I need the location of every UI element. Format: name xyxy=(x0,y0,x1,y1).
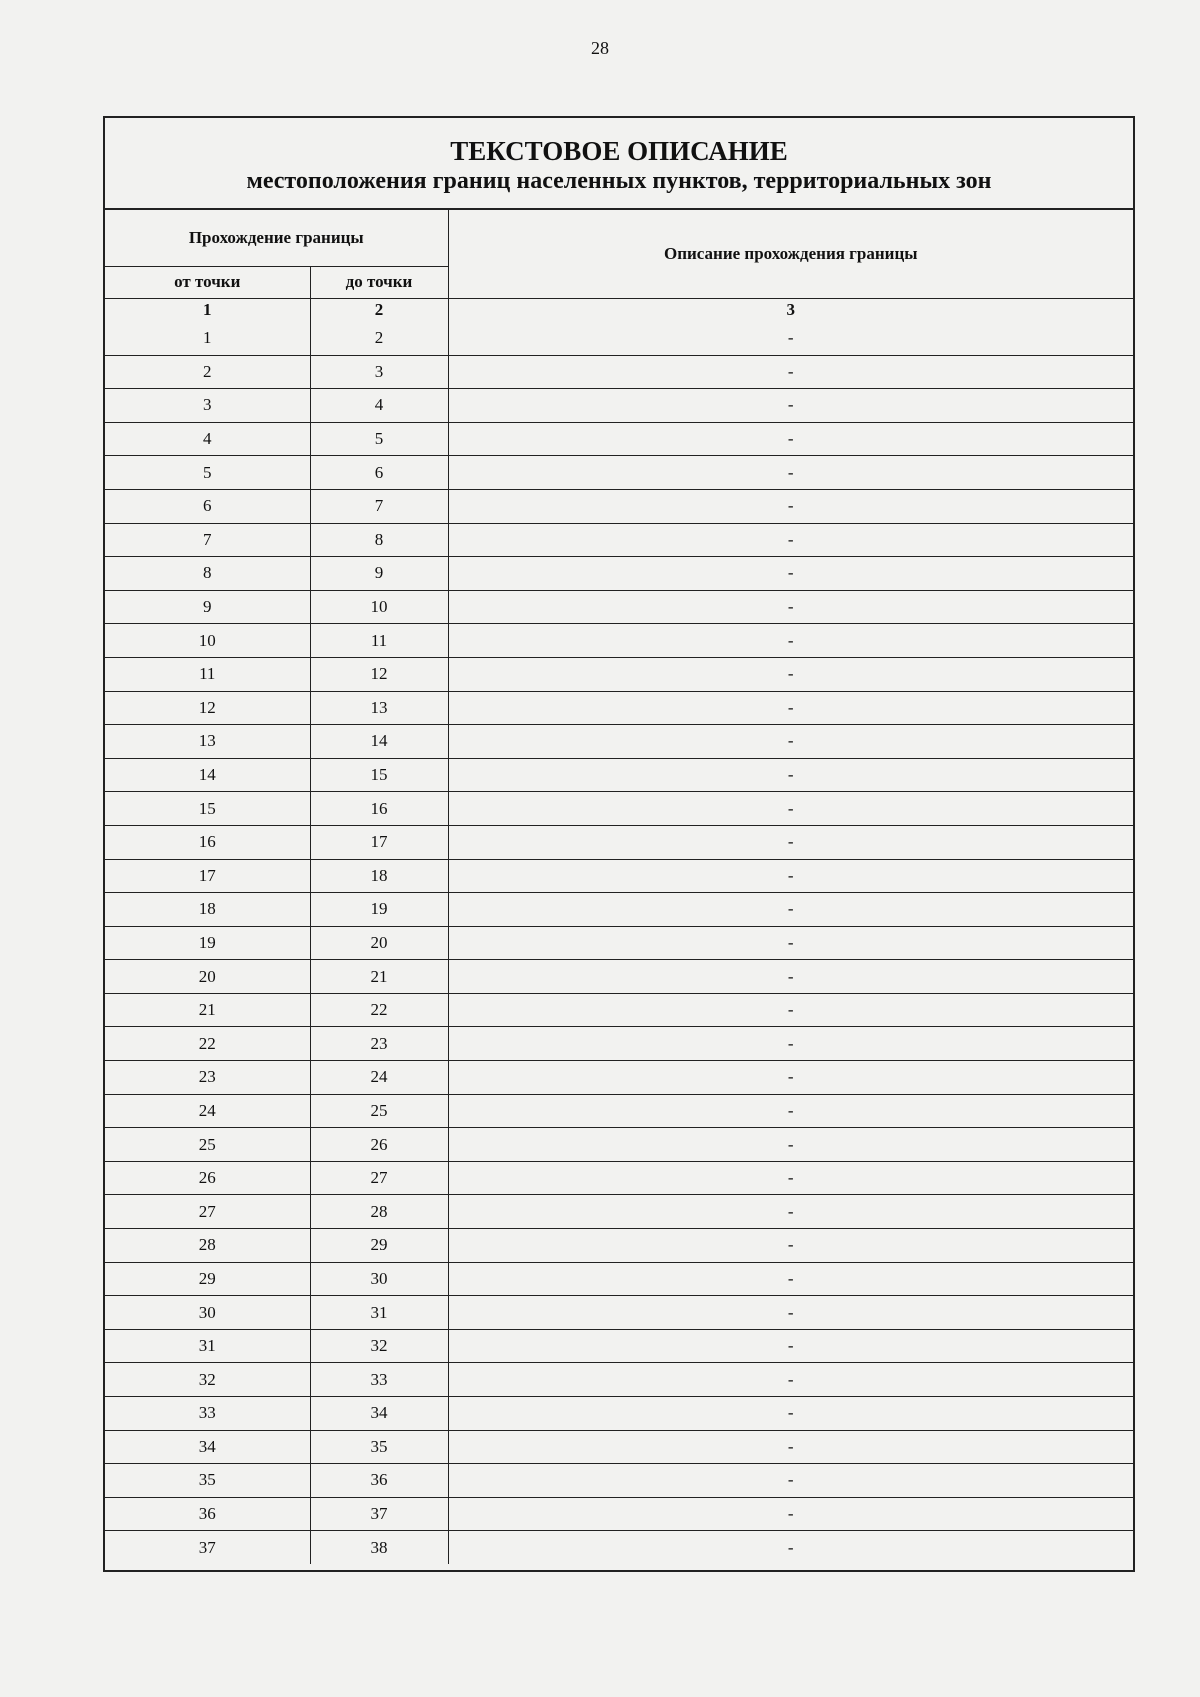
table-row xyxy=(105,1329,1133,1363)
cell-from-point: 4 xyxy=(105,422,310,456)
cell-from-point: 20 xyxy=(105,960,310,994)
cell-to-point: 22 xyxy=(310,993,448,1027)
table-row xyxy=(105,389,1133,423)
cell-from-point: 18 xyxy=(105,893,310,927)
cell-to-point: 17 xyxy=(310,825,448,859)
cell-description: - xyxy=(448,557,1133,591)
table-row xyxy=(105,725,1133,759)
cell-description: - xyxy=(448,893,1133,927)
cell-from-point: 22 xyxy=(105,1027,310,1061)
cell-from-point: 36 xyxy=(105,1497,310,1531)
cell-description: - xyxy=(448,1128,1133,1162)
table-row xyxy=(105,1430,1133,1464)
cell-to-point: 37 xyxy=(310,1497,448,1531)
cell-description: - xyxy=(448,355,1133,389)
table-row xyxy=(105,1531,1133,1564)
column-number: 1 xyxy=(105,298,310,322)
cell-from-point: 23 xyxy=(105,1061,310,1095)
cell-to-point: 38 xyxy=(310,1531,448,1564)
cell-to-point: 16 xyxy=(310,792,448,826)
cell-to-point: 25 xyxy=(310,1094,448,1128)
table-row xyxy=(105,758,1133,792)
cell-description: - xyxy=(448,1195,1133,1229)
table-row xyxy=(105,1094,1133,1128)
cell-to-point: 8 xyxy=(310,523,448,557)
cell-to-point: 10 xyxy=(310,590,448,624)
cell-to-point: 30 xyxy=(310,1262,448,1296)
cell-from-point: 37 xyxy=(105,1531,310,1564)
cell-to-point: 6 xyxy=(310,456,448,490)
cell-to-point: 32 xyxy=(310,1329,448,1363)
header-from-point: от точки xyxy=(105,266,310,298)
cell-to-point: 29 xyxy=(310,1229,448,1263)
cell-description: - xyxy=(448,825,1133,859)
table-row xyxy=(105,792,1133,826)
cell-to-point: 33 xyxy=(310,1363,448,1397)
cell-description: - xyxy=(448,1531,1133,1564)
cell-from-point: 26 xyxy=(105,1161,310,1195)
document-title: ТЕКСТОВОЕ ОПИСАНИЕ xyxy=(450,136,788,166)
cell-to-point: 36 xyxy=(310,1464,448,1498)
table-row xyxy=(105,523,1133,557)
title-block xyxy=(105,118,1133,210)
cell-from-point: 35 xyxy=(105,1464,310,1498)
table-row xyxy=(105,825,1133,859)
boundary-description-document xyxy=(103,116,1135,1572)
cell-to-point: 23 xyxy=(310,1027,448,1061)
cell-from-point: 25 xyxy=(105,1128,310,1162)
cell-to-point: 5 xyxy=(310,422,448,456)
table-row xyxy=(105,691,1133,725)
cell-description: - xyxy=(448,422,1133,456)
header-boundary-passage: Прохождение границы xyxy=(105,210,448,266)
cell-to-point: 2 xyxy=(310,322,448,355)
cell-to-point: 7 xyxy=(310,489,448,523)
cell-description: - xyxy=(448,758,1133,792)
cell-from-point: 6 xyxy=(105,489,310,523)
table-row xyxy=(105,1397,1133,1431)
cell-from-point: 2 xyxy=(105,355,310,389)
cell-description: - xyxy=(448,792,1133,826)
cell-from-point: 14 xyxy=(105,758,310,792)
cell-description: - xyxy=(448,960,1133,994)
column-number: 3 xyxy=(448,298,1133,322)
cell-to-point: 34 xyxy=(310,1397,448,1431)
cell-description: - xyxy=(448,590,1133,624)
table-row xyxy=(105,1497,1133,1531)
cell-description: - xyxy=(448,456,1133,490)
cell-from-point: 21 xyxy=(105,993,310,1027)
cell-from-point: 8 xyxy=(105,557,310,591)
cell-description: - xyxy=(448,322,1133,355)
cell-to-point: 15 xyxy=(310,758,448,792)
cell-description: - xyxy=(448,389,1133,423)
table-row xyxy=(105,489,1133,523)
cell-description: - xyxy=(448,1397,1133,1431)
table-row xyxy=(105,1195,1133,1229)
cell-from-point: 33 xyxy=(105,1397,310,1431)
table-row xyxy=(105,657,1133,691)
table-row xyxy=(105,993,1133,1027)
cell-to-point: 3 xyxy=(310,355,448,389)
cell-from-point: 34 xyxy=(105,1430,310,1464)
cell-description: - xyxy=(448,1061,1133,1095)
header-to-point: до точки xyxy=(310,266,448,298)
cell-from-point: 27 xyxy=(105,1195,310,1229)
table-body xyxy=(105,322,1133,1564)
table-row xyxy=(105,590,1133,624)
cell-to-point: 20 xyxy=(310,926,448,960)
cell-to-point: 31 xyxy=(310,1296,448,1330)
cell-to-point: 35 xyxy=(310,1430,448,1464)
table-row xyxy=(105,1363,1133,1397)
cell-description: - xyxy=(448,1229,1133,1263)
cell-from-point: 32 xyxy=(105,1363,310,1397)
document-subtitle: местоположения границ населенных пунктов, территориальных зон xyxy=(246,168,992,194)
table-row xyxy=(105,926,1133,960)
cell-description: - xyxy=(448,1296,1133,1330)
table-row xyxy=(105,859,1133,893)
cell-description: - xyxy=(448,1161,1133,1195)
cell-to-point: 18 xyxy=(310,859,448,893)
cell-description: - xyxy=(448,657,1133,691)
cell-from-point: 9 xyxy=(105,590,310,624)
cell-description: - xyxy=(448,1363,1133,1397)
table-row xyxy=(105,1464,1133,1498)
cell-description: - xyxy=(448,1027,1133,1061)
cell-from-point: 3 xyxy=(105,389,310,423)
table-row xyxy=(105,1296,1133,1330)
table-row xyxy=(105,1061,1133,1095)
cell-to-point: 19 xyxy=(310,893,448,927)
cell-description: - xyxy=(448,725,1133,759)
cell-to-point: 26 xyxy=(310,1128,448,1162)
page-number: 28 xyxy=(591,38,609,58)
cell-from-point: 31 xyxy=(105,1329,310,1363)
table-row xyxy=(105,1161,1133,1195)
table-row xyxy=(105,1128,1133,1162)
cell-description: - xyxy=(448,993,1133,1027)
cell-to-point: 12 xyxy=(310,657,448,691)
table-bottom-margin xyxy=(105,1564,1133,1570)
table-row xyxy=(105,1027,1133,1061)
table-row xyxy=(105,893,1133,927)
cell-description: - xyxy=(448,1262,1133,1296)
header-description: Описание прохождения границы xyxy=(448,210,1133,298)
cell-description: - xyxy=(448,859,1133,893)
cell-description: - xyxy=(448,489,1133,523)
table-row xyxy=(105,422,1133,456)
table-row xyxy=(105,624,1133,658)
column-number: 2 xyxy=(310,298,448,322)
cell-description: - xyxy=(448,1094,1133,1128)
cell-description: - xyxy=(448,1430,1133,1464)
cell-description: - xyxy=(448,523,1133,557)
cell-description: - xyxy=(448,691,1133,725)
cell-to-point: 14 xyxy=(310,725,448,759)
table-row xyxy=(105,557,1133,591)
table-row xyxy=(105,1229,1133,1263)
cell-description: - xyxy=(448,1497,1133,1531)
cell-from-point: 29 xyxy=(105,1262,310,1296)
cell-from-point: 11 xyxy=(105,657,310,691)
cell-from-point: 10 xyxy=(105,624,310,658)
cell-description: - xyxy=(448,1464,1133,1498)
cell-from-point: 15 xyxy=(105,792,310,826)
table-row xyxy=(105,1262,1133,1296)
table-row xyxy=(105,322,1133,355)
cell-to-point: 11 xyxy=(310,624,448,658)
cell-description: - xyxy=(448,1329,1133,1363)
cell-from-point: 1 xyxy=(105,322,310,355)
cell-to-point: 13 xyxy=(310,691,448,725)
cell-to-point: 4 xyxy=(310,389,448,423)
cell-to-point: 27 xyxy=(310,1161,448,1195)
cell-from-point: 13 xyxy=(105,725,310,759)
table-row xyxy=(105,960,1133,994)
cell-to-point: 24 xyxy=(310,1061,448,1095)
cell-from-point: 12 xyxy=(105,691,310,725)
cell-to-point: 9 xyxy=(310,557,448,591)
cell-from-point: 7 xyxy=(105,523,310,557)
table-row xyxy=(105,355,1133,389)
cell-from-point: 17 xyxy=(105,859,310,893)
cell-to-point: 21 xyxy=(310,960,448,994)
cell-from-point: 24 xyxy=(105,1094,310,1128)
cell-from-point: 16 xyxy=(105,825,310,859)
boundary-table xyxy=(105,210,1133,1564)
cell-from-point: 28 xyxy=(105,1229,310,1263)
cell-from-point: 5 xyxy=(105,456,310,490)
cell-from-point: 30 xyxy=(105,1296,310,1330)
cell-to-point: 28 xyxy=(310,1195,448,1229)
cell-description: - xyxy=(448,624,1133,658)
table-row xyxy=(105,456,1133,490)
cell-from-point: 19 xyxy=(105,926,310,960)
cell-description: - xyxy=(448,926,1133,960)
